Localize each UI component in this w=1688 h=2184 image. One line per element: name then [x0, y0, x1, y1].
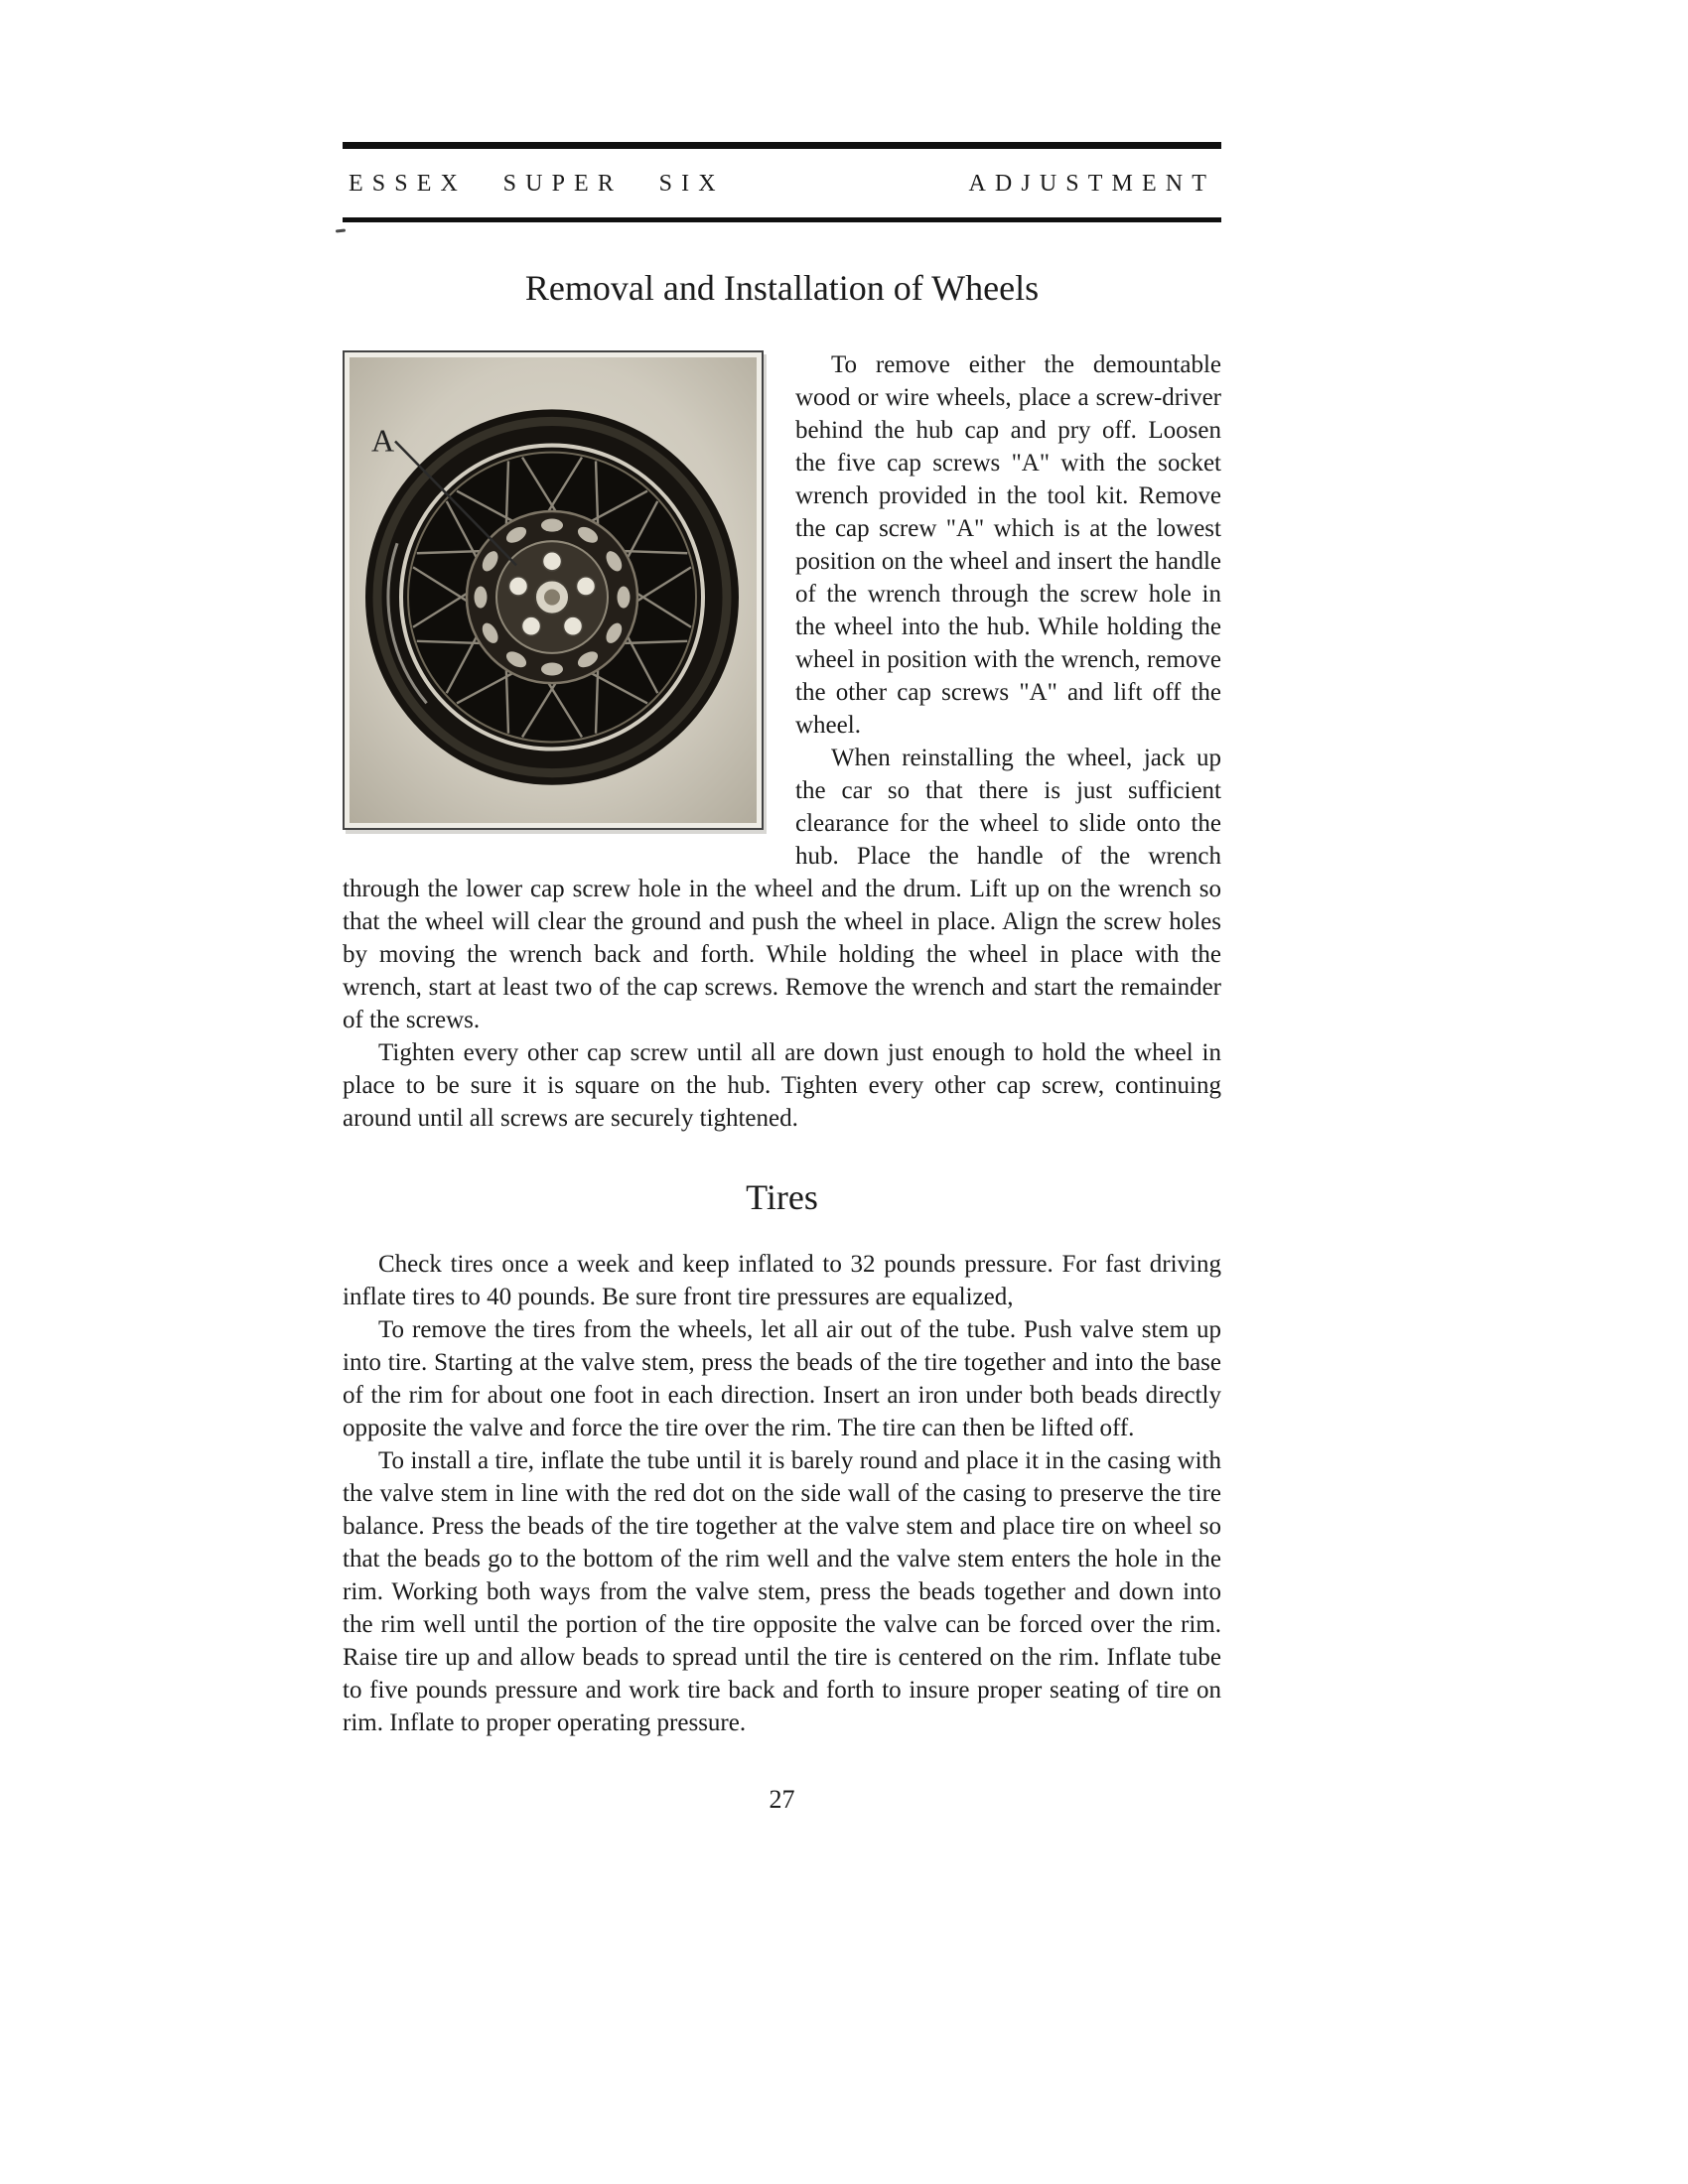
wheels-paragraph-2: When reinstalling the wheel, jack up the car so that there is just sufficient clearance for the wheel to slide onto the hub. Place the handle of the wrench through the lower cap screw hole in the wheel and the drum. Lift up on the wrench so that the wheel will clear the ground and push the wheel in place. Align the screw holes by moving the wrench back and forth. While holding the wheel in place with the wrench, start at least two of the cap screws. Remove the wrench and start the remainder of the screws. — [343, 745, 1221, 1033]
tires-paragraph-3: To install a tire, inflate the tube until it is barely round and place it in the casing with the valve stem in line with the red dot on the side wall of the casing to preserve the tire balance. Press the beads of the tire together at the valve stem and place tire on wheel so that the beads go to the bottom of the rim well and the valve stem enters the hole in the rim. Working both ways from the valve stem, press the beads together and down into the rim well until the portion of the tire opposite the valve can be forced over the rim. Raise tire up and allow beads to spread until the tire is centered on the rim. Inflate tube to five pounds pressure and work tire back and forth to insure proper seating of tire on rim. Inflate to proper operating pressure. — [343, 1447, 1221, 1736]
tires-paragraph-1: Check tires once a week and keep inflated to 32 pounds pressure. For fast driving inflate tires to 40 pounds. Be sure front tire pressures are equalized, — [343, 1251, 1221, 1310]
running-header — [343, 149, 1221, 217]
tires-section-body — [343, 1248, 1221, 1739]
wheels-section-body — [343, 348, 1221, 1135]
scan-artifact-mark — [336, 228, 346, 232]
wheel-photo — [350, 357, 757, 823]
tires-paragraph-2: To remove the tires from the wheels, let all air out of the tube. Push valve stem up into tire. Starting at the valve stem, press the beads of the tire together and into the base of the rim for about one foot in each direction. Insert an iron under both beads directly opposite the valve and force the tire over the rim. The tire can then be lifted off. — [343, 1316, 1221, 1441]
wheels-paragraph-3: Tighten every other cap screw until all are down just enough to hold the wheel in place to be sure it is square on the hub. Tighten every other cap screw, continuing around until all screws are securely tightened. — [343, 1039, 1221, 1132]
header-top-rule — [343, 142, 1221, 149]
section-title-wheels: Removal and Installation of Wheels — [524, 268, 1040, 308]
figure-label: A — [371, 422, 395, 459]
running-header-book-title: ESSEX SUPER SIX — [349, 171, 725, 197]
header-bottom-rule — [343, 217, 1221, 222]
wheel-photo-figure — [343, 350, 764, 830]
running-header-chapter: ADJUSTMENT — [968, 171, 1215, 197]
page-number: 27 — [769, 1785, 795, 1814]
wheels-paragraph-1: To remove either the demountable wood or wire wheels, place a screw-driver behind the hub cap and pry off. Loosen the five cap screws "A" with the socket wrench provided in the tool kit. Remove the cap screw "A" which is at the lowest position on the wheel and insert the handle of the wrench through the screw hole in the wheel into the hub. While holding the wheel in position with the wrench, remove the other cap screws "A" and lift off the wheel. — [795, 351, 1221, 739]
wheel-hub — [467, 511, 637, 683]
section-title-tires: Tires — [746, 1177, 818, 1217]
page-content — [343, 142, 1221, 1815]
